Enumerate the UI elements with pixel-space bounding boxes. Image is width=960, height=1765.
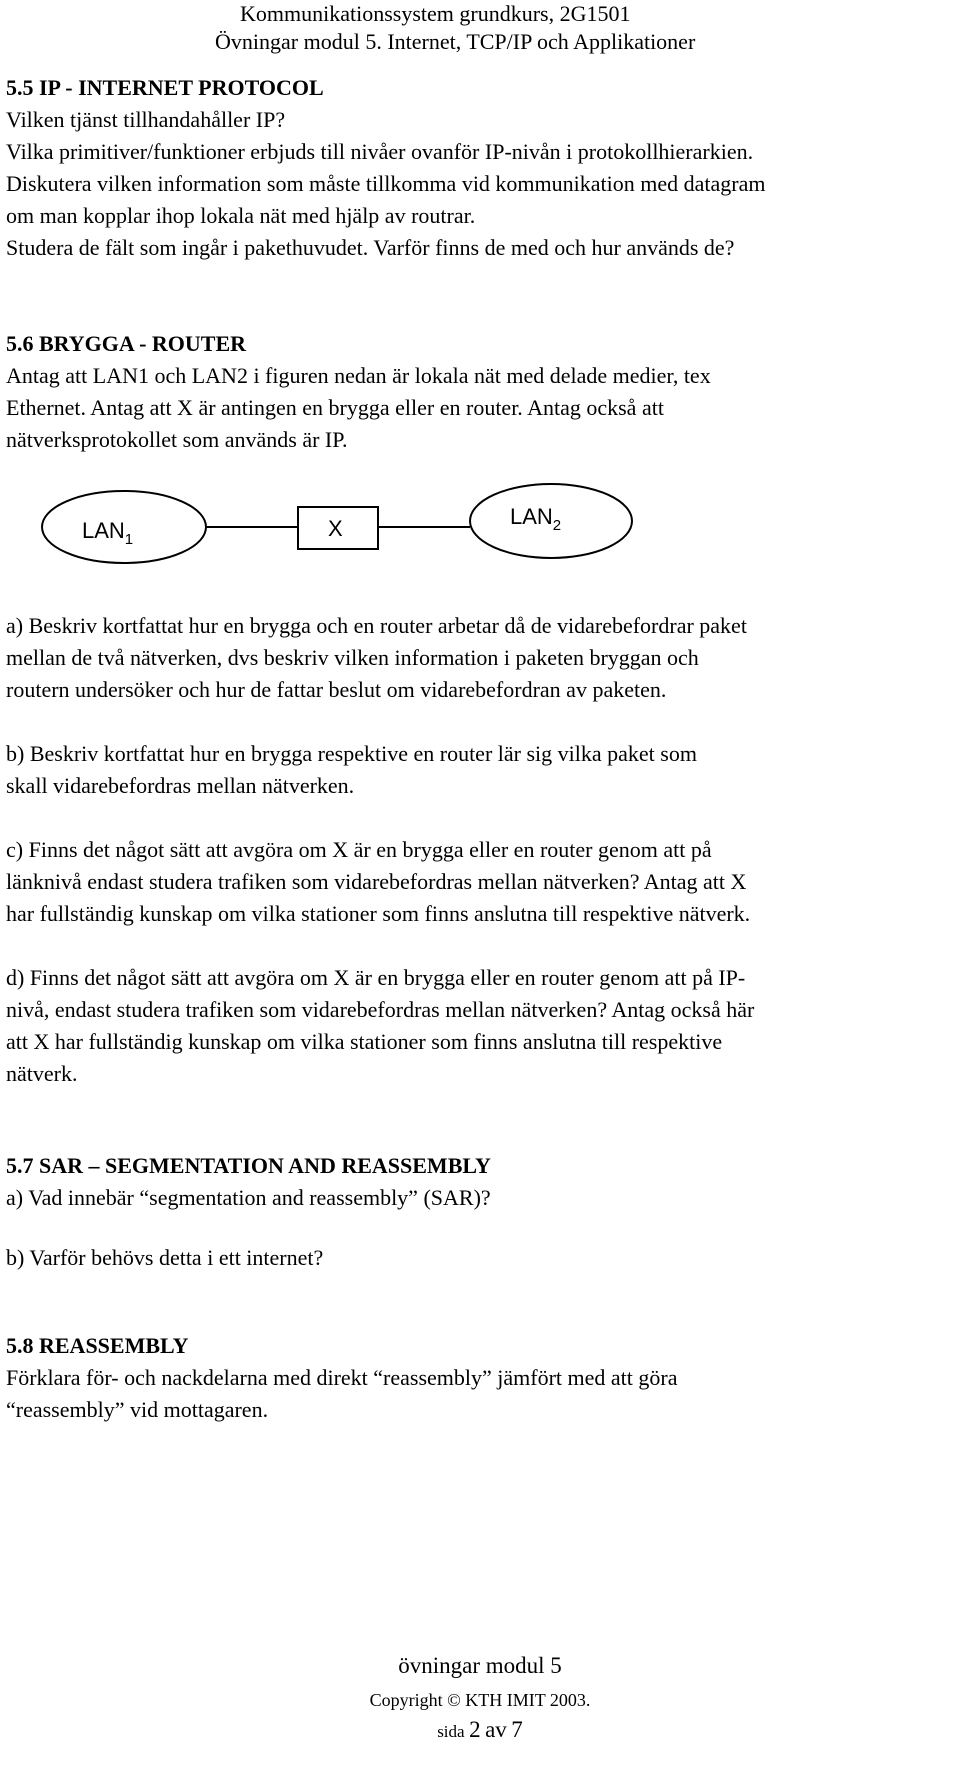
question-line: Studera de fält som ingår i pakethuvudet. Varför finns de med och hur används de? <box>6 235 735 260</box>
question-line: c) Finns det något sätt att avgöra om X är en brygga eller en router genom att på <box>6 837 712 862</box>
paragraph-line: Ethernet. Antag att X är antingen en brygga eller en router. Antag också att <box>6 395 664 420</box>
header-course-title: Kommunikationssystem grundkurs, 2G1501 <box>240 1 631 26</box>
section-heading: 5.6 BRYGGA - ROUTER <box>6 331 247 356</box>
question-line: Diskutera vilken information som måste tillkomma vid kommunikation med datagram <box>6 171 766 196</box>
section-sar <box>6 1150 951 1274</box>
question-line: a) Beskriv kortfattat hur en brygga och en router arbetar då de vidarebefordrar paket <box>6 613 747 638</box>
footer-module-label: övningar modul 5 <box>398 1653 562 1678</box>
question-line: b) Beskriv kortfattat hur en brygga respektive en router lär sig vilka paket som <box>6 741 697 766</box>
question-line: b) Varför behövs detta i ett internet? <box>6 1245 324 1270</box>
page-total: 7 <box>511 1717 523 1742</box>
section-bridge-router <box>6 328 951 456</box>
section-heading: 5.8 REASSEMBLY <box>6 1333 189 1358</box>
section-heading: 5.5 IP - INTERNET PROTOCOL <box>6 75 324 100</box>
page-current: 2 <box>469 1717 481 1742</box>
header-module-title: Övningar modul 5. Internet, TCP/IP och Applikationer <box>215 29 696 54</box>
question-line: d) Finns det något sätt att avgöra om X är en brygga eller en router genom att på IP- <box>6 965 746 990</box>
page-prefix: sida <box>437 1722 465 1741</box>
section-heading: 5.7 SAR – SEGMENTATION AND REASSEMBLY <box>6 1153 491 1178</box>
question-line: routern undersöker och hur de fattar beslut om vidarebefordran av paketen. <box>6 677 667 702</box>
footer-page-number <box>0 1714 960 1748</box>
question-line: nätverk. <box>6 1061 78 1086</box>
paragraph-line: nätverksprotokollet som används är IP. <box>6 427 348 452</box>
question-line: länknivå endast studera trafiken som vidarebefordras mellan nätverken? Antag att X <box>6 869 747 894</box>
question-line: mellan de två nätverken, dvs beskriv vilken information i paketen bryggan och <box>6 645 699 670</box>
question-b <box>6 738 951 802</box>
section-reassembly <box>6 1330 951 1426</box>
network-diagram <box>20 480 640 575</box>
lan1-label: $LAN_1$ <box>82 518 134 548</box>
question-line: att X har fullständig kunskap om vilka stationer som finns anslutna till respektive <box>6 1029 723 1054</box>
question-line: nivå, endast studera trafiken som vidarebefordras mellan nätverken? Antag också här <box>6 997 755 1022</box>
section-ip <box>6 72 951 264</box>
x-label: X <box>328 516 343 541</box>
question-a <box>6 610 951 706</box>
lan2-label: $LAN_2$ <box>510 504 562 534</box>
question-line: har fullständig kunskap om vilka stationer som finns anslutna till respektive nätverk. <box>6 901 751 926</box>
question-line: a) Vad innebär “segmentation and reassembly” (SAR)? <box>6 1185 491 1210</box>
question-line: skall vidarebefordras mellan nätverken. <box>6 773 355 798</box>
paragraph-line: “reassembly” vid mottagaren. <box>6 1397 269 1422</box>
footer-copyright: Copyright © KTH IMIT 2003. <box>369 1690 591 1710</box>
question-line: Vilken tjänst tillhandahåller IP? <box>6 107 286 132</box>
question-d <box>6 962 951 1090</box>
page-separator: av <box>485 1717 507 1742</box>
question-c <box>6 834 951 930</box>
question-line: om man kopplar ihop lokala nät med hjälp av routrar. <box>6 203 476 228</box>
question-line: Vilka primitiver/funktioner erbjuds till nivåer ovanför IP-nivån i protokollhierarkien. <box>6 139 754 164</box>
paragraph-line: Förklara för- och nackdelarna med direkt “reassembly” jämfört med att göra <box>6 1365 678 1390</box>
paragraph-line: Antag att LAN1 och LAN2 i figuren nedan är lokala nät med delade medier, tex <box>6 363 711 388</box>
